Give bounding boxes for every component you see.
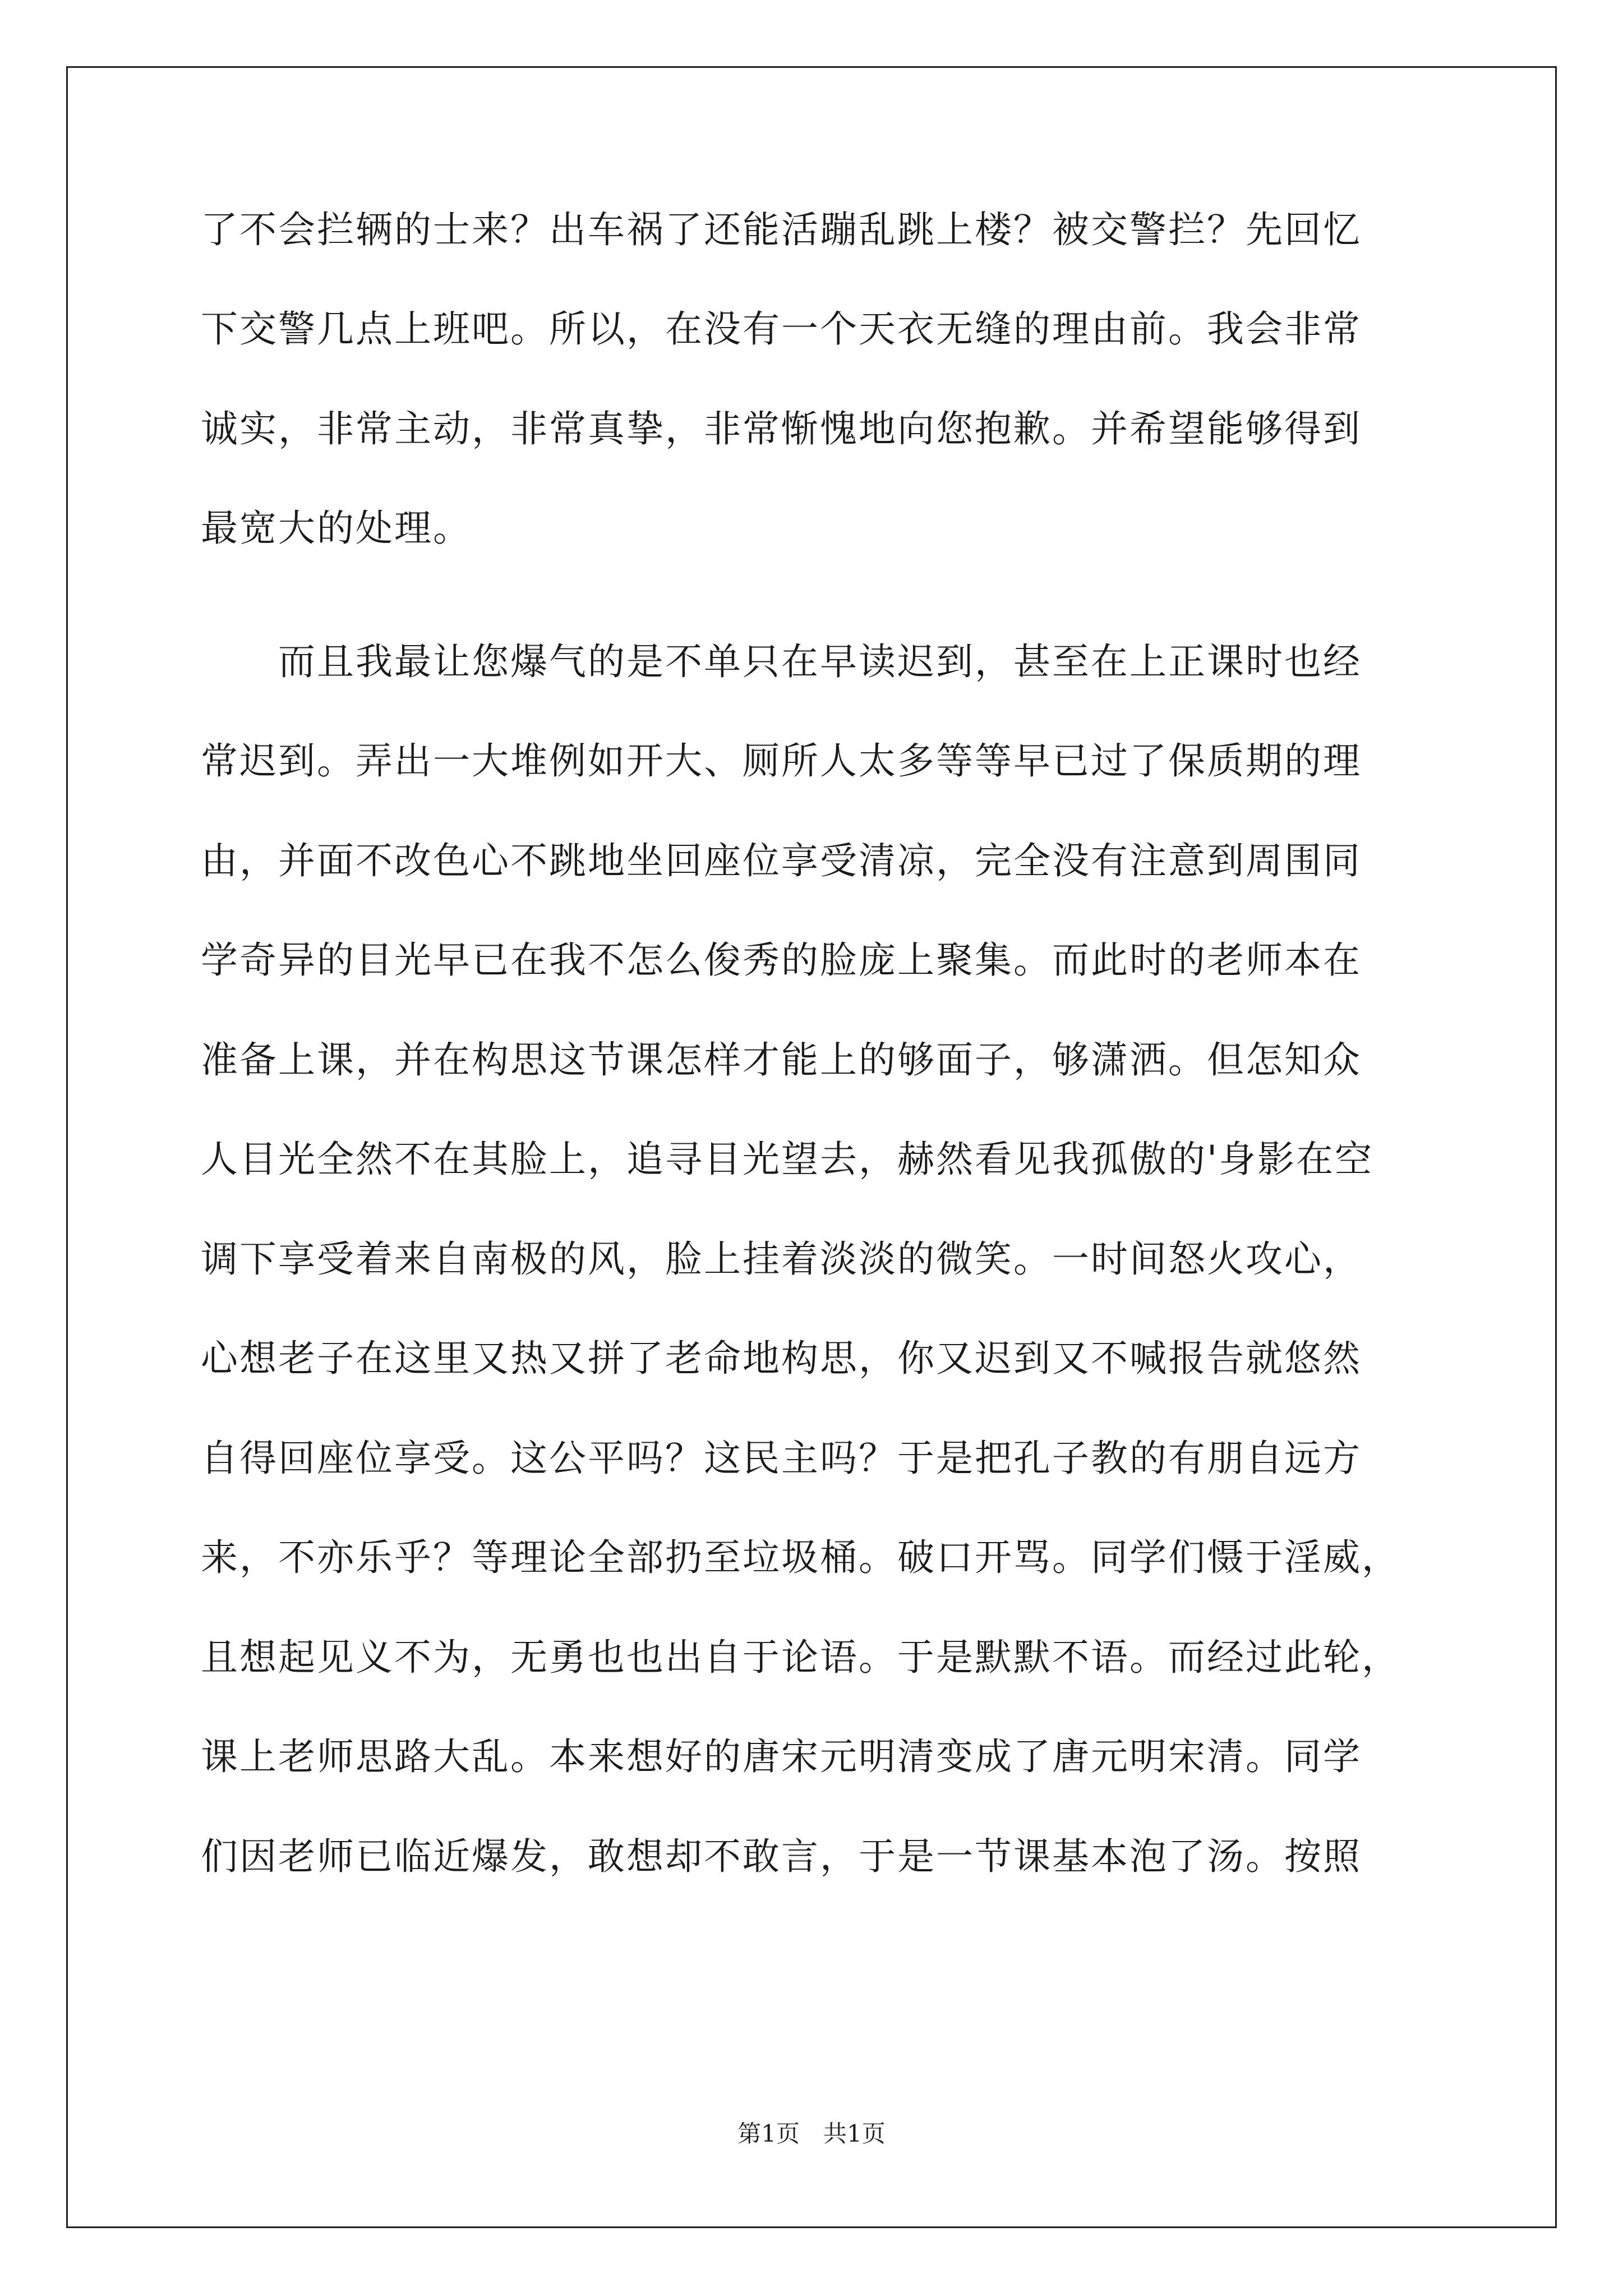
text-line: 课上老师思路大乱。本来想好的唐宋元明清变成了唐元明宋清。同学 [201, 1735, 1362, 1778]
text-line: 最宽大的处理。 [201, 507, 472, 550]
text-line: 下交警几点上班吧。所以，在没有一个天衣无缝的理由前。我会非常 [201, 307, 1362, 351]
text-line: 且想起见义不为，无勇也也出自于论语。于是默默不语。而经过此轮， [201, 1636, 1400, 1679]
text-line: 而且我最让您爆气的是不单只在早读迟到，甚至在上正课时也经 [201, 640, 1362, 683]
text-line: 自得回座位享受。这公平吗？这民主吗？于是把孔子教的有朋自远方 [201, 1437, 1362, 1480]
text-line: 心想老子在这里又热又拼了老命地构思，你又迟到又不喊报告就悠然 [201, 1337, 1362, 1380]
text-line: 了不会拦辆的士来？出车祸了还能活蹦乱跳上楼？被交警拦？先回忆 [201, 208, 1362, 251]
text-line: 们因老师已临近爆发，敢想却不敢言，于是一节课基本泡了汤。按照 [201, 1835, 1362, 1878]
page-footer: 第1页 共1页 [737, 2120, 886, 2147]
text-line: 准备上课，并在构思这节课怎样才能上的够面子，够潇洒。但怎知众 [201, 1038, 1362, 1082]
text-line: 调下享受着来自南极的风，脸上挂着淡淡的微笑。一时间怒火攻心， [201, 1237, 1362, 1281]
text-line: 由，并面不改色心不跳地坐回座位享受清凉，完全没有注意到周围同 [201, 839, 1362, 882]
text-line: 人目光全然不在其脸上，追寻目光望去，赫然看见我孤傲的'身影在空 [201, 1138, 1374, 1181]
text-line: 诚实，非常主动，非常真挚，非常惭愧地向您抱歉。并希望能够得到 [201, 407, 1362, 450]
text-line: 学奇异的目光早已在我不怎么俊秀的脸庞上聚集。而此时的老师本在 [201, 938, 1362, 982]
text-line: 来，不亦乐乎？等理论全部扔至垃圾桶。破口开骂。同学们慑于淫威， [201, 1536, 1400, 1579]
text-line: 常迟到。弄出一大堆例如开大、厕所人太多等等早已过了保质期的理 [201, 739, 1362, 783]
